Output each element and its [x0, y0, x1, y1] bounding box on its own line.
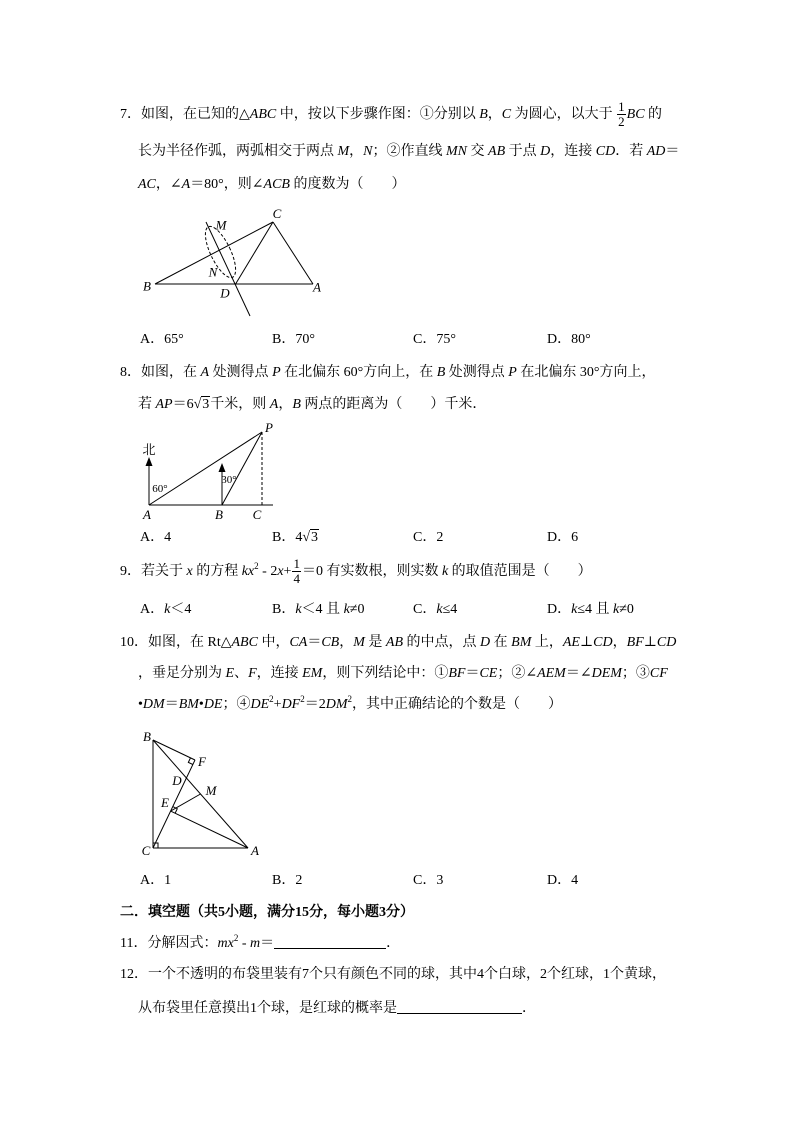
text-run: 的度数为（ ） [289, 177, 406, 192]
text-run: 于点 [505, 144, 541, 159]
text-run: D．6 [547, 530, 579, 545]
math-symbol: x [277, 564, 284, 579]
text-run: 在北偏东 30°方向上， [516, 365, 656, 380]
fraction-denominator: 4 [293, 571, 300, 587]
text-run: B．4 [272, 530, 303, 545]
text-run: ， [339, 635, 354, 650]
text-run: + [283, 564, 292, 579]
label-d: D [220, 285, 230, 301]
radical-sign: √ [302, 530, 311, 545]
q10-line-1 [120, 633, 676, 653]
square-root [194, 396, 211, 412]
math-symbol: B [292, 397, 301, 412]
text-run: ，垂足分别为 [138, 666, 226, 681]
math-symbol: P [272, 365, 281, 380]
math-symbol: M [353, 635, 365, 650]
math-symbol: k [295, 602, 302, 617]
answer-blank [274, 933, 386, 949]
label-d: D [172, 773, 182, 788]
q11-line-1 [120, 933, 400, 954]
text-run: D．4 [547, 873, 579, 888]
text-run: C．2 [413, 530, 444, 545]
radicand: 3 [202, 397, 210, 412]
math-symbol: AB [385, 635, 404, 650]
math-symbol: DM [325, 697, 348, 712]
text-run: 10．如图，在 Rt△ [120, 635, 232, 650]
fraction [292, 558, 301, 585]
label-angle-30: 30° [221, 474, 237, 486]
q12-line-2 [138, 998, 536, 1019]
math-symbol: B [436, 365, 446, 380]
math-symbol: CF [649, 666, 668, 681]
superscript: 2 [269, 694, 274, 704]
text-run: ⊥ [579, 635, 594, 650]
text-run: B． [272, 602, 296, 617]
fraction-numerator: 1 [618, 99, 625, 115]
math-symbol: BF [626, 635, 644, 650]
label-f: F [198, 754, 206, 769]
math-symbol: x [186, 564, 193, 579]
math-symbol: k [613, 602, 620, 617]
text-run: B．2 [272, 873, 303, 888]
math-symbol: DE [250, 697, 270, 712]
label-c: C [272, 206, 282, 221]
text-run: ≠0 [619, 602, 634, 617]
text-run: C．3 [413, 873, 444, 888]
fraction [617, 101, 626, 128]
label-c: C [141, 843, 151, 858]
q12-line-1 [120, 965, 666, 985]
text-run: 、 [234, 666, 249, 681]
text-run: ，连接 [550, 144, 596, 159]
text-run: ＝ [164, 697, 179, 712]
text-run: 上， [531, 635, 563, 650]
label-p: P [265, 420, 273, 435]
text-run: 交 [467, 144, 489, 159]
segment-ca [273, 222, 313, 284]
q8-line-2 [138, 395, 486, 415]
math-symbol: C [501, 107, 512, 122]
superscript: 2 [300, 694, 305, 704]
math-symbol: DEM [591, 666, 622, 681]
math-symbol: mx [217, 936, 234, 951]
math-symbol: k [436, 602, 443, 617]
text-run: 的方程 [192, 564, 242, 579]
radical-sign: √ [193, 397, 202, 412]
text-run: • [198, 697, 204, 712]
text-run: ， [487, 107, 502, 122]
north-arrowhead-b [219, 463, 226, 472]
text-run: + [273, 697, 282, 712]
text-run: ；②作直线 [372, 144, 447, 159]
text-run: ． [386, 936, 401, 951]
text-run: ≠0 [349, 602, 365, 617]
text-run: B．70° [272, 332, 315, 347]
math-symbol: ABC [231, 635, 258, 650]
math-symbol: F [248, 666, 257, 681]
text-run: - 2 [258, 564, 278, 579]
math-symbol: AEM [537, 666, 566, 681]
q8-option-c [413, 528, 443, 548]
label-b: B [215, 507, 223, 522]
math-symbol: DM [142, 697, 165, 712]
text-run: 9．若关于 [120, 564, 187, 579]
q10-line-3 [138, 695, 562, 715]
math-symbol: CD [656, 635, 677, 650]
text-run: 8．如图，在 [120, 365, 201, 380]
text-run: 为圆心，以大于 [511, 107, 617, 122]
text-run: 7．如图，在已知的△ [120, 107, 250, 122]
text-run: 中， [257, 635, 290, 650]
math-symbol: BM [178, 697, 199, 712]
text-run: ＜4 且 [301, 602, 344, 617]
text-run: A．1 [140, 873, 172, 888]
math-symbol: N [363, 144, 373, 159]
q8-option-b [272, 528, 319, 548]
text-run: 二．填空题（共5小题，满分15分，每小题3分） [120, 905, 414, 920]
label-n: N [208, 264, 218, 280]
math-symbol: k [164, 602, 171, 617]
text-run: 中，按以下步骤作图：①分别以 [276, 107, 480, 122]
text-run: ＝80°，则∠ [190, 177, 264, 192]
segment-bp [222, 432, 262, 505]
math-symbol: CD [593, 635, 613, 650]
q8-line-1 [120, 363, 655, 383]
q10-line-2 [138, 664, 668, 684]
text-run: ；④ [222, 697, 251, 712]
text-run: ，其中正确结论的个数是（ ） [352, 697, 563, 712]
text-run: 在北偏东 60°方向上，在 [280, 365, 437, 380]
math-symbol: DF [281, 697, 301, 712]
q10-option-d [547, 871, 578, 891]
answer-blank [397, 998, 522, 1014]
text-run: ， [278, 397, 293, 412]
math-symbol: BM [511, 635, 532, 650]
q7-option-d [547, 330, 591, 350]
math-symbol: AP [155, 397, 173, 412]
q7-option-b [272, 330, 315, 350]
q9-option-c [413, 600, 457, 620]
segment-ae [171, 811, 248, 848]
text-run: ＝0 有实数根，则实数 [301, 564, 442, 579]
math-symbol: k [343, 602, 350, 617]
text-run: ， [612, 635, 627, 650]
q8-option-d [547, 528, 578, 548]
square-root [302, 529, 319, 545]
text-run: 的取值范围是（ ） [448, 564, 592, 579]
q7-option-a [140, 330, 184, 350]
q8-figure [135, 420, 280, 525]
text-run: • [138, 697, 143, 712]
text-run: 从布袋里任意摸出1个球，是红球的概率是 [138, 1001, 397, 1016]
q7-line-2 [138, 142, 679, 162]
text-run: ．若 [615, 144, 647, 159]
math-symbol: CE [479, 666, 498, 681]
text-run: D． [547, 602, 572, 617]
section-heading-fill-in [120, 903, 414, 923]
q7-figure [130, 200, 340, 325]
q7-line-3 [138, 175, 405, 195]
text-run: C． [413, 602, 437, 617]
math-symbol: A [200, 365, 210, 380]
label-e: E [161, 795, 169, 810]
label-north: 北 [142, 443, 156, 458]
math-symbol: AE [562, 635, 580, 650]
text-run: 千米，则 [210, 397, 270, 412]
math-symbol: AC [138, 177, 156, 192]
label-a: A [251, 843, 259, 858]
q10-option-c [413, 871, 443, 891]
text-run: ，∠ [155, 177, 182, 192]
text-run: ＝2 [304, 697, 326, 712]
label-m: M [215, 217, 227, 233]
math-symbol: A [269, 397, 279, 412]
text-run: ＝ [465, 666, 480, 681]
math-symbol: EM [302, 666, 323, 681]
text-run: 的 [644, 107, 663, 122]
text-run: ≤4 [442, 602, 458, 617]
math-symbol: M [337, 144, 350, 159]
superscript: 2 [347, 694, 353, 704]
text-run: ，则下列结论中：① [322, 666, 449, 681]
label-a: A [313, 279, 321, 295]
text-run: ＝6 [172, 397, 194, 412]
radicand: 3 [311, 530, 319, 545]
q8-option-a [140, 528, 171, 548]
text-run: ＜4 [170, 602, 192, 617]
math-symbol: BF [448, 666, 466, 681]
q10-figure [130, 725, 265, 860]
label-m: M [205, 783, 217, 798]
superscript: 2 [254, 561, 259, 571]
q9-option-b [272, 600, 364, 620]
north-arrowhead-a [146, 457, 153, 466]
math-symbol: AB [488, 144, 506, 159]
math-symbol: AD [646, 144, 666, 159]
text-run: 两点的距离为（ ）千米． [300, 397, 487, 412]
text-run: 在 [490, 635, 512, 650]
text-run: A．65° [140, 332, 184, 347]
text-run: - [238, 936, 250, 951]
math-symbol: ABC [249, 107, 277, 122]
math-symbol: CA [289, 635, 308, 650]
label-b: B [143, 729, 151, 744]
text-run: ；②∠ [497, 666, 538, 681]
math-symbol: ACB [263, 177, 290, 192]
label-a: A [143, 507, 151, 522]
math-symbol: CB [321, 635, 340, 650]
text-run: ＝ [260, 936, 275, 951]
text-run: 是 [364, 635, 386, 650]
math-symbol: D [480, 635, 491, 650]
q10-option-b [272, 871, 302, 891]
text-run: A．4 [140, 530, 172, 545]
fraction-denominator: 2 [618, 114, 625, 130]
q9-option-d [547, 600, 634, 620]
q10-option-a [140, 871, 171, 891]
math-symbol: A [181, 177, 191, 192]
q7-line-1 [120, 99, 663, 130]
superscript: 2 [233, 933, 239, 943]
math-symbol: D [540, 144, 551, 159]
math-symbol: DE [203, 697, 223, 712]
segment-bf [153, 740, 195, 760]
text-run: C．75° [413, 332, 456, 347]
label-angle-60: 60° [152, 483, 168, 495]
text-run: 的中点，点 [403, 635, 481, 650]
label-b: B [143, 278, 151, 294]
text-run: ；③ [621, 666, 650, 681]
q7-option-c [413, 330, 456, 350]
fraction-numerator: 1 [293, 556, 300, 572]
math-symbol: m [249, 936, 261, 951]
text-run: 处测得点 [209, 365, 273, 380]
math-symbol: k [571, 602, 578, 617]
text-run: D．80° [547, 332, 591, 347]
text-run: 处测得点 [445, 365, 509, 380]
text-run: 12．一个不透明的布袋里装有7个只有颜色不同的球，其中4个白球，2个红球，1个黄球， [120, 967, 666, 982]
q9-line-1 [120, 556, 592, 587]
math-symbol: E [225, 666, 235, 681]
text-run: ＝ [665, 144, 680, 159]
math-symbol: P [508, 365, 517, 380]
text-run: ， [349, 144, 364, 159]
text-run: ＝ [307, 635, 322, 650]
math-symbol: CD [595, 144, 616, 159]
text-run: ＝∠ [565, 666, 592, 681]
math-symbol: BC [626, 107, 645, 122]
q9-option-a [140, 600, 191, 620]
text-run: 长为半径作弧，两弧相交于两点 [138, 144, 338, 159]
text-run: ． [522, 1001, 536, 1016]
math-symbol: B [479, 107, 488, 122]
math-symbol: k [441, 564, 449, 579]
text-run: ⊥ [643, 635, 657, 650]
text-run: 若 [138, 397, 156, 412]
math-symbol: kx [241, 564, 255, 579]
text-run: A． [140, 602, 165, 617]
text-run: ，连接 [256, 666, 303, 681]
text-run: 11．分解因式： [120, 936, 218, 951]
label-c: C [252, 507, 262, 522]
text-run: ≤4 且 [577, 602, 614, 617]
math-symbol: MN [446, 144, 468, 159]
